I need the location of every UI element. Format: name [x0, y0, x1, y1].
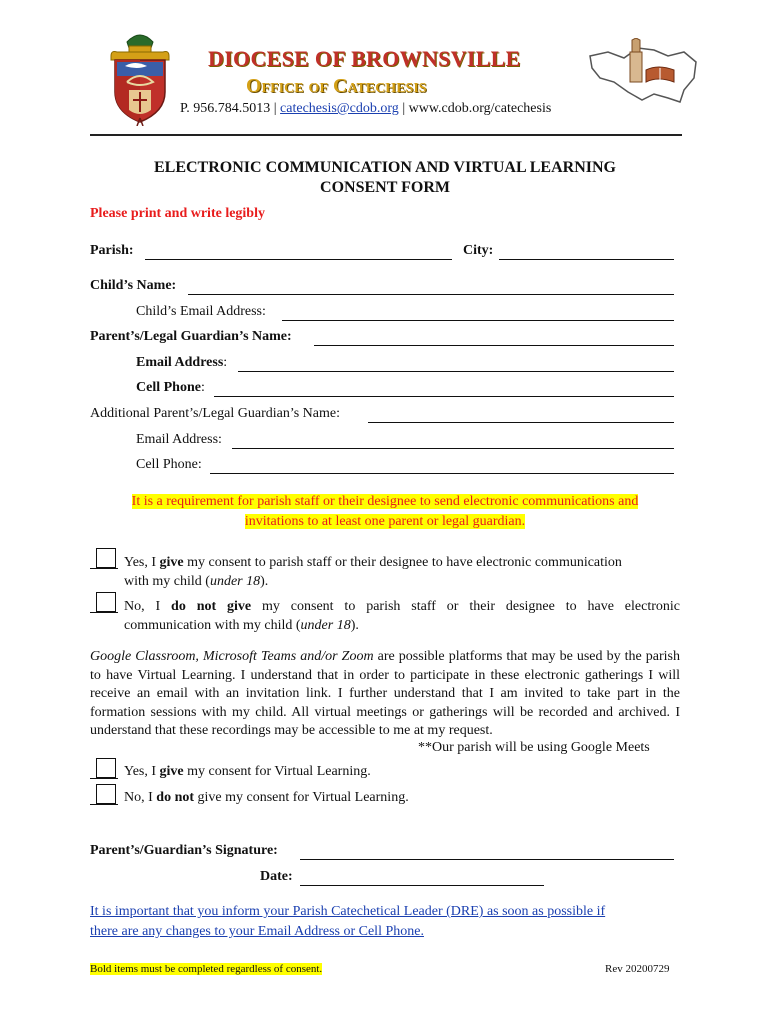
parent-name-field[interactable]	[314, 331, 674, 346]
inform-note	[90, 902, 605, 942]
comm-no-checkbox[interactable]	[96, 592, 116, 612]
comm-no-text: No, I do not give my consent to parish staff or their designee to have electronic communication with my child (under 18).	[124, 599, 680, 633]
comm-yes-checkbox[interactable]	[96, 548, 116, 568]
email-link[interactable]: catechesis@cdob.org	[280, 101, 399, 116]
separator: |	[273, 101, 277, 116]
diocese-name: DIOCESE OF BROWNSVILLE	[208, 46, 521, 71]
office-name: Office of Catechesis	[246, 75, 427, 97]
additional-cell-label: Cell Phone:	[136, 457, 202, 472]
title-line-2: CONSENT FORM	[320, 179, 450, 196]
revision-number: Rev 20200729	[605, 963, 670, 975]
parish-field[interactable]	[145, 245, 452, 260]
inform-line-1: It is important that you inform your Parish Catechetical Leader (DRE) as soon as possible if	[90, 904, 606, 919]
inform-line-2: there are any changes to your Email Address or Cell Phone.	[90, 924, 424, 939]
phone-number: P. 956.784.5013	[180, 101, 271, 116]
childs-email-field[interactable]	[282, 306, 674, 321]
additional-cell-field[interactable]	[210, 459, 674, 474]
city-field[interactable]	[499, 245, 674, 260]
virtual-learning-paragraph: Google Classroom, Microsoft Teams and/or Zoom are possible platforms that may be used by the parish to have Virtual Learning. I understand that in order to participate in these electronic gatherings I will receive an email with an invitation link. I further understand that I am invited to take part in the formation sessions with my child. All virtual meetings or gatherings will be recorded and archived. I understand that these recordings may be accessible to me at my request.	[90, 649, 680, 738]
date-label: Date:	[260, 869, 293, 884]
childs-name-label: Child’s Name:	[90, 278, 177, 293]
parish-platform-note: **Our parish will be using Google Meets	[418, 740, 650, 755]
childs-name-field[interactable]	[188, 280, 674, 295]
website-text: www.cdob.org/catechesis	[408, 101, 552, 116]
additional-parent-field[interactable]	[368, 408, 674, 423]
email-address-label: Email Address:	[136, 355, 228, 370]
virtual-no-text: No, I do not give my consent for Virtual Learning.	[124, 790, 409, 805]
requirement-note	[0, 492, 770, 532]
footer-note: Bold items must be completed regardless of consent.	[90, 963, 323, 975]
cell-phone-field[interactable]	[214, 382, 674, 397]
print-legibly-note: Please print and write legibly	[90, 206, 265, 221]
childs-email-label: Child’s Email Address:	[136, 304, 266, 319]
header-divider	[90, 134, 682, 136]
diocese-map-logo	[588, 38, 700, 108]
additional-email-label: Email Address:	[136, 432, 222, 447]
virtual-yes-text: Yes, I give my consent for Virtual Learning.	[124, 764, 371, 779]
date-field[interactable]	[300, 871, 544, 886]
comm-yes-text: Yes, I give my consent to parish staff or their designee to have electronic communication with my child (under 18).	[124, 555, 622, 589]
virtual-no-checkbox[interactable]	[96, 784, 116, 804]
title-line-1: ELECTRONIC COMMUNICATION AND VIRTUAL LEARNING	[153, 159, 616, 176]
checkbox-underline	[90, 778, 118, 779]
virtual-yes-checkbox[interactable]	[96, 758, 116, 778]
contact-line	[180, 101, 551, 117]
checkbox-underline	[90, 804, 118, 805]
checkbox-underline	[90, 568, 118, 569]
signature-label: Parent’s/Guardian’s Signature:	[90, 843, 278, 858]
requirement-line-2: invitations to at least one parent or legal guardian.	[244, 514, 526, 529]
email-address-field[interactable]	[238, 357, 674, 372]
cell-phone-label: Cell Phone:	[136, 380, 205, 395]
checkbox-underline	[90, 612, 118, 613]
form-title	[0, 158, 770, 198]
parent-name-label: Parent’s/Legal Guardian’s Name:	[90, 329, 292, 344]
separator: |	[402, 101, 406, 116]
city-label: City:	[463, 243, 494, 258]
signature-field[interactable]	[300, 845, 674, 860]
requirement-line-1: It is a requirement for parish staff or their designee to send electronic communications and	[131, 494, 639, 509]
additional-email-field[interactable]	[232, 434, 674, 449]
diocese-crest-logo	[107, 30, 173, 126]
parish-label: Parish:	[90, 243, 134, 258]
additional-parent-label: Additional Parent’s/Legal Guardian’s Name:	[90, 406, 340, 421]
